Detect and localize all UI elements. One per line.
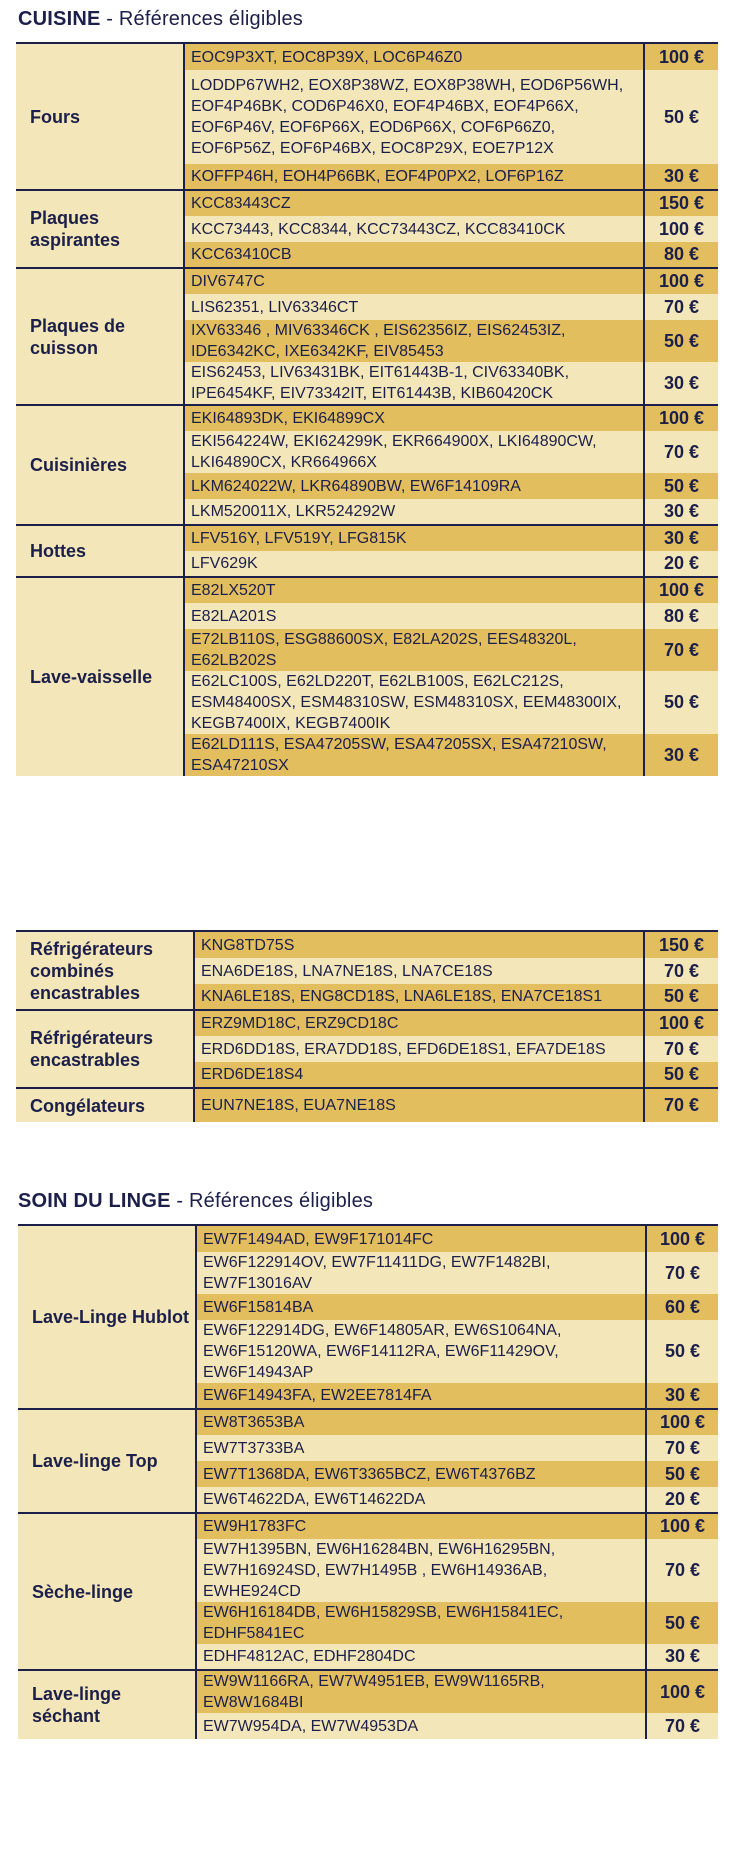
price-cell: 50 € — [644, 473, 718, 499]
references-cell: LODDP67WH2, EOX8P38WZ, EOX8P38WH, EOD6P56WH, EOF4P46BK, COD6P46X0, EOF4P46BX, EOF4P66X, EOF6P46V, EOF6P66X, EOD6P66X, COF6P66Z0, EOF6P56Z, EOF6P46BX, EOC8P29X, EOE7P12X — [184, 70, 644, 164]
references-cell: EKI564224W, EKI624299K, EKR664900X, LKI64890CW, LKI64890CX, KR664966X — [184, 431, 644, 473]
price-cell: 100 € — [644, 405, 718, 431]
cuisine-title-main: CUISINE — [18, 8, 101, 30]
price-cell: 30 € — [646, 1383, 718, 1409]
category-label: Congélateurs — [16, 1088, 194, 1122]
linge-title-main: SOIN DU LINGE — [18, 1190, 171, 1212]
category-label: Réfrigérateurs combinés encastrables — [16, 932, 194, 1010]
table-row — [16, 577, 718, 603]
price-cell: 30 € — [644, 525, 718, 551]
price-cell: 70 € — [644, 1036, 718, 1062]
table-row — [16, 525, 718, 551]
price-cell: 150 € — [644, 932, 718, 958]
references-cell: LFV516Y, LFV519Y, LFG815K — [184, 525, 644, 551]
references-cell: E62LC100S, E62LD220T, E62LB100S, E62LC212S, ESM48400SX, ESM48310SW, ESM48310SX, EEM48300IX, KEGB7400IX, KEGB7400IK — [184, 671, 644, 734]
references-cell: KCC73443, KCC8344, KCC73443CZ, KCC83410CK — [184, 216, 644, 242]
category-label: Sèche-linge — [18, 1513, 196, 1670]
category-label: Lave-linge séchant — [18, 1670, 196, 1739]
price-cell: 50 € — [644, 320, 718, 362]
references-cell: EW9W1166RA, EW7W4951EB, EW9W1165RB, EW8W1684BI — [196, 1670, 646, 1713]
price-cell: 70 € — [646, 1713, 718, 1739]
references-cell: IXV63346 , MIV63346CK , EIS62356IZ, EIS62453IZ, IDE6342KC, IXE6342KF, EIV85453 — [184, 320, 644, 362]
references-cell: EW9H1783FC — [196, 1513, 646, 1539]
cuisine-title-sub: - Références éligibles — [100, 8, 304, 30]
references-cell: EW6F14943FA, EW2EE7814FA — [196, 1383, 646, 1409]
references-cell: EUN7NE18S, EUA7NE18S — [194, 1088, 644, 1122]
table-row — [16, 268, 718, 294]
references-cell: EW6H16184DB, EW6H15829SB, EW6H15841EC, EDHF5841EC — [196, 1602, 646, 1644]
references-cell: KNA6LE18S, ENG8CD18S, LNA6LE18S, ENA7CE18S1 — [194, 984, 644, 1010]
references-cell: EW7W954DA, EW7W4953DA — [196, 1713, 646, 1739]
price-cell: 80 € — [644, 242, 718, 268]
references-cell: EW7T3733BA — [196, 1435, 646, 1461]
price-cell: 100 € — [646, 1513, 718, 1539]
references-cell: E72LB110S, ESG88600SX, E82LA202S, EES48320L, E62LB202S — [184, 629, 644, 671]
price-cell: 50 € — [646, 1602, 718, 1644]
category-label: Lave-vaisselle — [16, 577, 184, 776]
references-cell: LIS62351, LIV63346CT — [184, 294, 644, 320]
category-label: Réfrigérateurs encastrables — [16, 1010, 194, 1088]
price-cell: 100 € — [644, 44, 718, 70]
table-row — [18, 1670, 718, 1713]
references-cell: LKM624022W, LKR64890BW, EW6F14109RA — [184, 473, 644, 499]
price-cell: 50 € — [644, 70, 718, 164]
price-cell: 70 € — [644, 629, 718, 671]
price-cell: 100 € — [644, 268, 718, 294]
category-label: Hottes — [16, 525, 184, 577]
price-cell: 50 € — [644, 984, 718, 1010]
references-cell: EOC9P3XT, EOC8P39X, LOC6P46Z0 — [184, 44, 644, 70]
references-cell: EW6F15814BA — [196, 1294, 646, 1320]
references-cell: DIV6747C — [184, 268, 644, 294]
price-cell: 70 € — [646, 1539, 718, 1602]
price-cell: 70 € — [644, 958, 718, 984]
price-cell: 70 € — [644, 1088, 718, 1122]
references-cell: EW7T1368DA, EW6T3365BCZ, EW6T4376BZ — [196, 1461, 646, 1487]
price-cell: 30 € — [646, 1644, 718, 1670]
references-cell: KCC83443CZ — [184, 190, 644, 216]
price-cell: 30 € — [644, 499, 718, 525]
price-cell: 70 € — [646, 1252, 718, 1294]
table-row — [16, 190, 718, 216]
references-cell: EW6F122914DG, EW6F14805AR, EW6S1064NA, EW6F15120WA, EW6F14112RA, EW6F11429OV, EW6F14943AP — [196, 1320, 646, 1383]
references-cell: EW7F1494AD, EW9F171014FC — [196, 1226, 646, 1252]
price-cell: 30 € — [644, 164, 718, 190]
table-row — [18, 1513, 718, 1539]
price-cell: 100 € — [646, 1670, 718, 1713]
references-cell: LKM520011X, LKR524292W — [184, 499, 644, 525]
linge-table — [18, 1224, 718, 1739]
price-cell: 100 € — [644, 577, 718, 603]
references-cell: EW8T3653BA — [196, 1409, 646, 1435]
price-cell: 100 € — [644, 1010, 718, 1036]
references-cell: ERZ9MD18C, ERZ9CD18C — [194, 1010, 644, 1036]
references-cell: EW7H1395BN, EW6H16284BN, EW6H16295BN, EW7H16924SD, EW7H1495B , EW6H14936AB, EWHE924CD — [196, 1539, 646, 1602]
references-cell: KNG8TD75S — [194, 932, 644, 958]
price-cell: 60 € — [646, 1294, 718, 1320]
references-cell: ENA6DE18S, LNA7NE18S, LNA7CE18S — [194, 958, 644, 984]
references-cell: ERD6DD18S, ERA7DD18S, EFD6DE18S1, EFA7DE18S — [194, 1036, 644, 1062]
references-cell: EKI64893DK, EKI64899CX — [184, 405, 644, 431]
price-cell: 30 € — [644, 362, 718, 405]
category-label: Plaques aspirantes — [16, 190, 184, 268]
references-cell: EDHF4812AC, EDHF2804DC — [196, 1644, 646, 1670]
price-cell: 70 € — [644, 294, 718, 320]
linge-section-title — [18, 1190, 373, 1213]
references-cell: EW6F122914OV, EW7F11411DG, EW7F1482BI, EW7F13016AV — [196, 1252, 646, 1294]
references-cell: KCC63410CB — [184, 242, 644, 268]
price-cell: 30 € — [644, 734, 718, 776]
price-cell: 100 € — [644, 216, 718, 242]
price-cell: 50 € — [644, 671, 718, 734]
price-cell: 70 € — [644, 431, 718, 473]
froid-table — [16, 930, 718, 1122]
price-cell: 70 € — [646, 1435, 718, 1461]
references-cell: EW6T4622DA, EW6T14622DA — [196, 1487, 646, 1513]
category-label: Lave-Linge Hublot — [18, 1226, 196, 1409]
category-label: Plaques de cuisson — [16, 268, 184, 405]
table-row — [18, 1226, 718, 1252]
category-label: Fours — [16, 44, 184, 190]
references-cell: EIS62453, LIV63431BK, EIT61443B-1, CIV63340BK, IPE6454KF, EIV73342IT, EIT61443B, KIB60420CK — [184, 362, 644, 405]
price-cell: 100 € — [646, 1226, 718, 1252]
price-cell: 80 € — [644, 603, 718, 629]
price-cell: 50 € — [646, 1320, 718, 1383]
table-row — [16, 44, 718, 70]
cuisine-table — [16, 42, 718, 776]
table-row — [18, 1409, 718, 1435]
price-cell: 100 € — [646, 1409, 718, 1435]
price-cell: 50 € — [646, 1461, 718, 1487]
category-label: Cuisinières — [16, 405, 184, 525]
price-cell: 50 € — [644, 1062, 718, 1088]
table-row — [16, 1010, 718, 1036]
cuisine-section-title — [18, 8, 303, 31]
table-row — [16, 932, 718, 958]
references-cell: E82LA201S — [184, 603, 644, 629]
references-cell: ERD6DE18S4 — [194, 1062, 644, 1088]
category-label: Lave-linge Top — [18, 1409, 196, 1513]
references-cell: E62LD111S, ESA47205SW, ESA47205SX, ESA47210SW, ESA47210SX — [184, 734, 644, 776]
price-cell: 20 € — [646, 1487, 718, 1513]
references-cell: KOFFP46H, EOH4P66BK, EOF4P0PX2, LOF6P16Z — [184, 164, 644, 190]
references-cell: LFV629K — [184, 551, 644, 577]
price-cell: 150 € — [644, 190, 718, 216]
table-row — [16, 1088, 718, 1122]
linge-title-sub: - Références éligibles — [170, 1190, 374, 1212]
table-row — [16, 405, 718, 431]
references-cell: E82LX520T — [184, 577, 644, 603]
price-cell: 20 € — [644, 551, 718, 577]
